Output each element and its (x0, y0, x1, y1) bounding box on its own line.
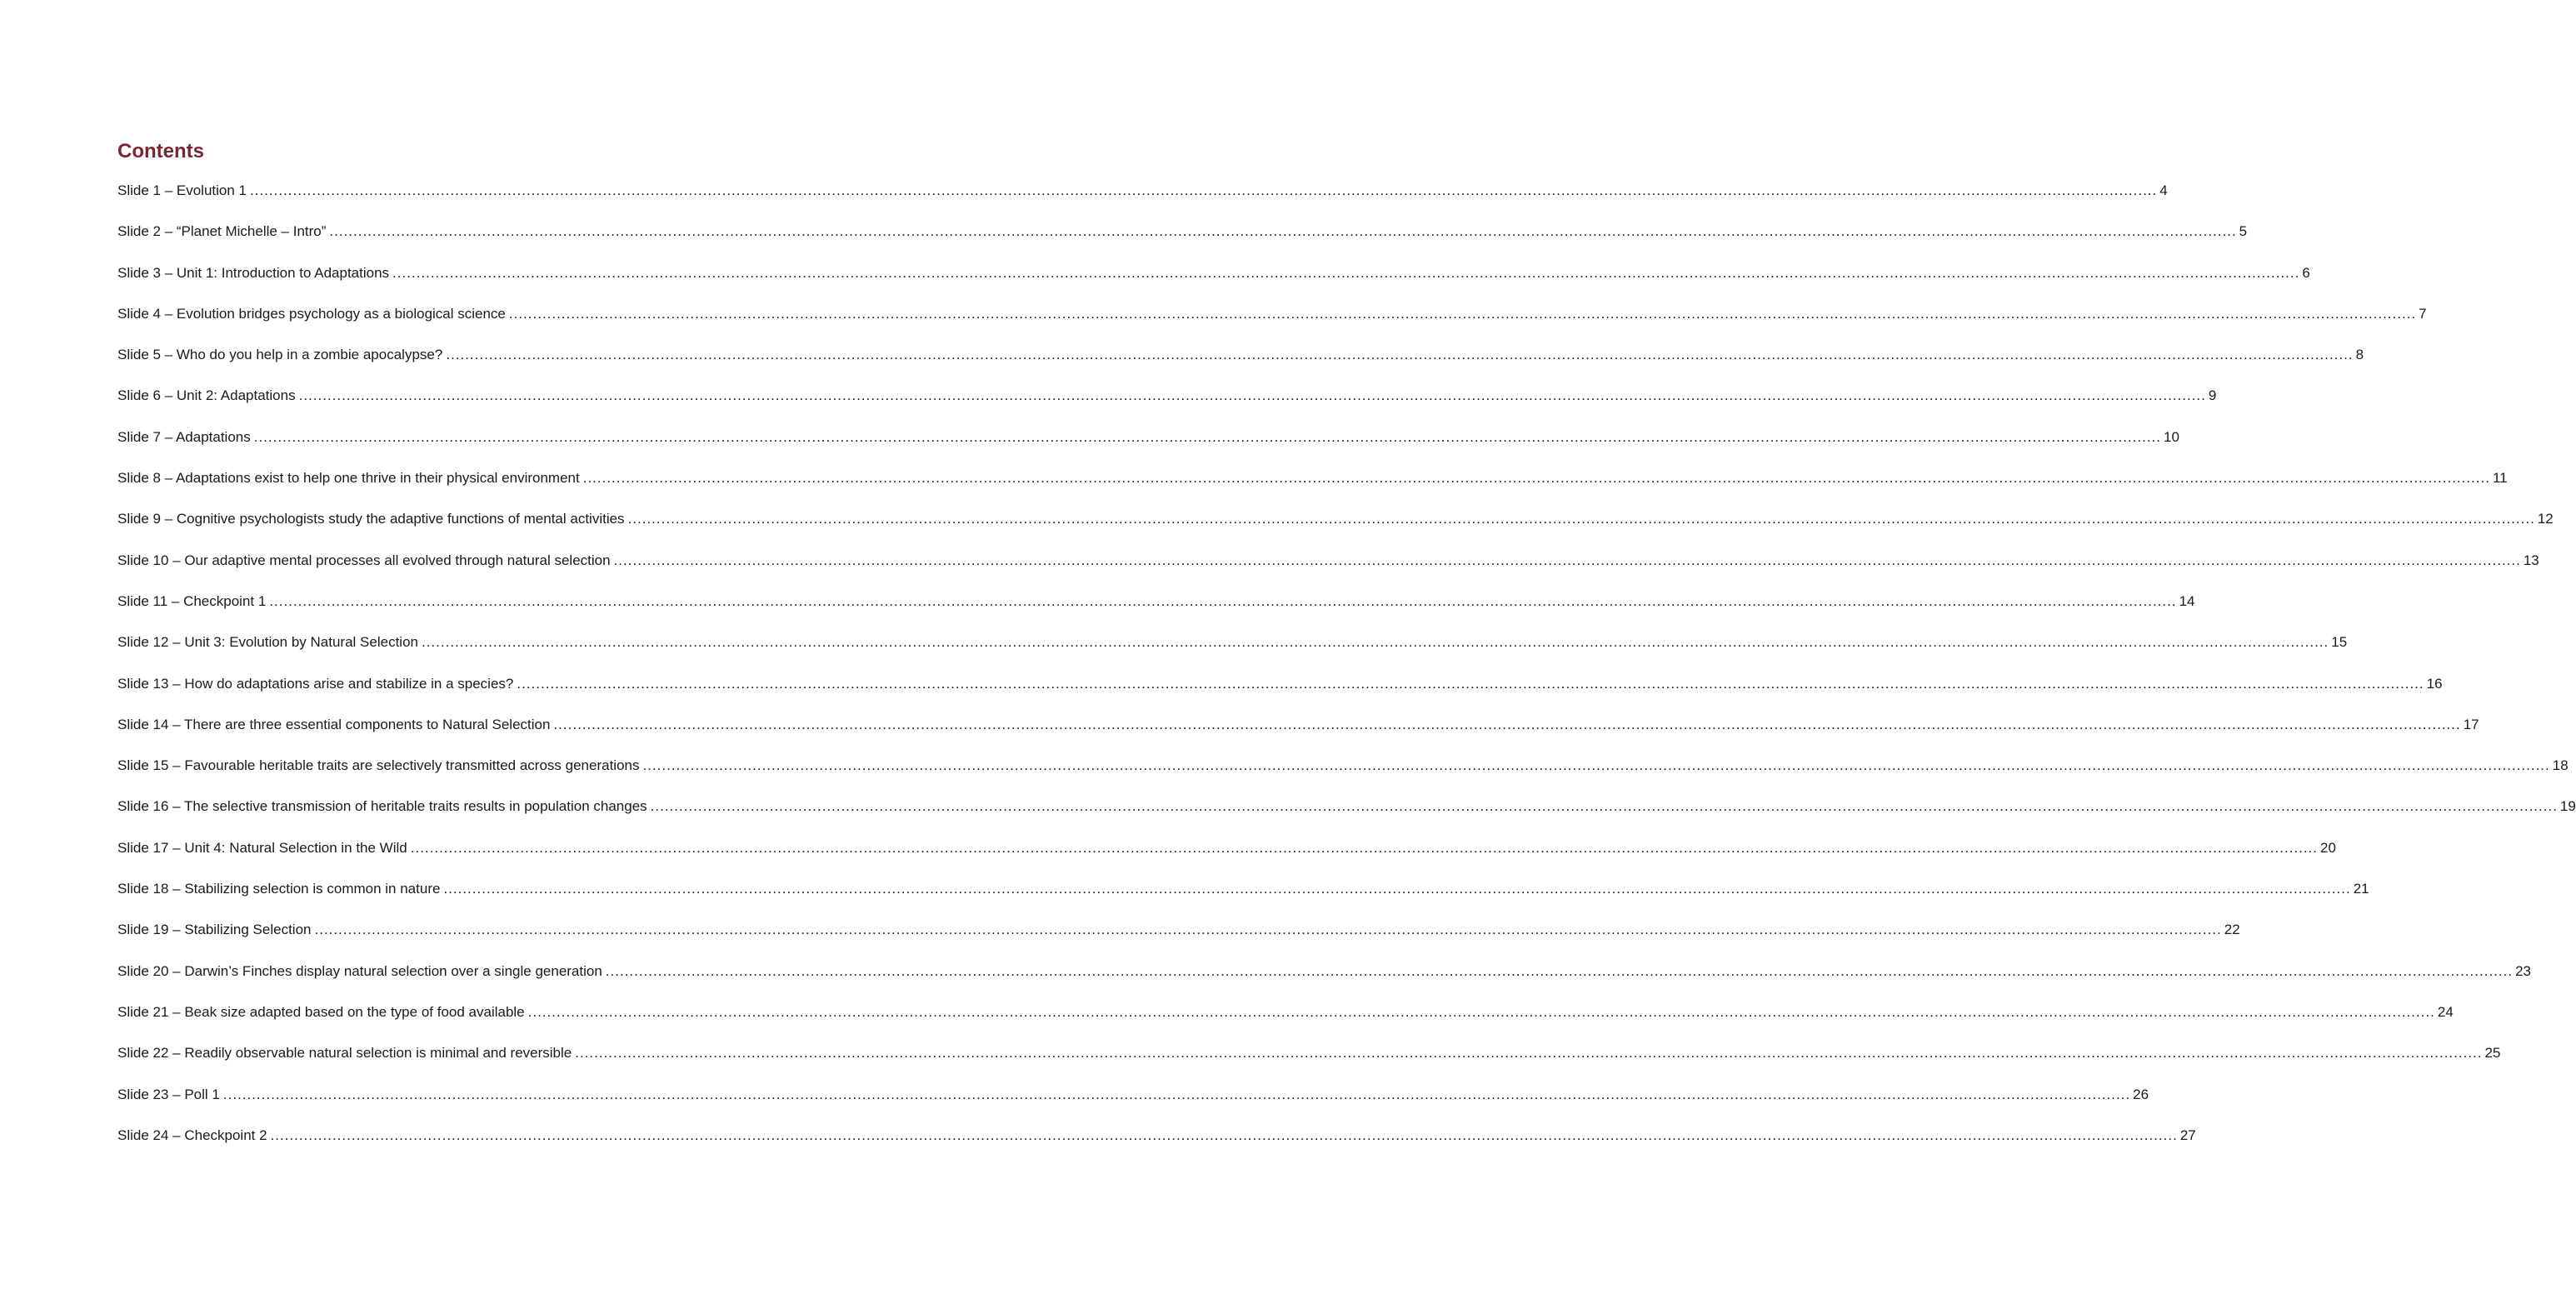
toc-entry-page-number: 4 (2159, 182, 2168, 198)
toc-entry-label: Slide 1 – Evolution 1 (117, 182, 247, 198)
toc-dot-leader (643, 755, 2550, 777)
toc-dot-leader (628, 508, 2535, 530)
toc-entry-label: Slide 19 – Stabilizing Selection (117, 922, 312, 938)
toc-entry[interactable] (117, 385, 2217, 426)
toc-entry[interactable] (117, 467, 2508, 508)
toc-entry-label: Slide 6 – Unit 2: Adaptations (117, 387, 296, 404)
toc-dot-leader (254, 427, 2161, 448)
toc-entry-label: Slide 10 – Our adaptive mental processes all evolved through natural selection (117, 552, 611, 568)
toc-entry-page-number: 7 (2419, 305, 2427, 322)
toc-dot-leader (651, 796, 2558, 817)
toc-dot-leader (509, 303, 2416, 325)
toc-list (117, 180, 2576, 1166)
toc-entry-page-number: 16 (2426, 675, 2443, 692)
toc-entry[interactable] (117, 1125, 2196, 1166)
toc-entry-label: Slide 15 – Favourable heritable traits are selectively transmitted across generations (117, 757, 640, 774)
toc-entry-page-number: 26 (2133, 1086, 2149, 1102)
toc-entry[interactable] (117, 837, 2336, 878)
toc-entry-label: Slide 11 – Checkpoint 1 (117, 592, 267, 609)
toc-entry-page-number: 15 (2331, 634, 2348, 651)
toc-dot-leader (299, 385, 2206, 407)
toc-entry-label: Slide 13 – How do adaptations arise and stabilize in a species? (117, 675, 514, 692)
toc-dot-leader (517, 673, 2424, 695)
toc-entry-page-number: 22 (2224, 922, 2240, 938)
toc-dot-leader (329, 221, 2236, 242)
toc-dot-leader (614, 550, 2521, 572)
toc-entry-label: Slide 24 – Checkpoint 2 (117, 1127, 267, 1143)
toc-dot-leader (446, 344, 2353, 366)
toc-entry-label: Slide 12 – Unit 3: Evolution by Natural Selection (117, 634, 418, 651)
toc-entry-page-number: 14 (2179, 592, 2195, 609)
toc-entry-page-number: 21 (2353, 881, 2369, 897)
toc-entry[interactable] (117, 673, 2443, 714)
toc-entry[interactable] (117, 1084, 2149, 1125)
toc-entry[interactable] (117, 180, 2168, 221)
toc-entry[interactable] (117, 344, 2364, 385)
toc-entry-page-number: 24 (2437, 1003, 2454, 1020)
toc-dot-leader (553, 714, 2460, 736)
toc-entry-label: Slide 8 – Adaptations exist to help one thrive in their physical environment (117, 470, 580, 487)
toc-entry-page-number: 19 (2559, 798, 2576, 815)
toc-dot-leader (583, 467, 2490, 489)
toc-entry-label: Slide 20 – Darwin’s Finches display natural selection over a single generation (117, 962, 602, 979)
toc-entry-page-number: 25 (2484, 1045, 2501, 1062)
toc-entry-page-number: 5 (2239, 223, 2248, 240)
toc-entry[interactable] (117, 714, 2479, 755)
toc-dot-leader (223, 1084, 2130, 1106)
toc-entry[interactable] (117, 1002, 2454, 1042)
toc-entry-page-number: 11 (2492, 470, 2508, 487)
toc-entry-label: Slide 14 – There are three essential components to Natural Selection (117, 716, 551, 732)
toc-dot-leader (411, 837, 2318, 859)
toc-entry-label: Slide 4 – Evolution bridges psychology as a biological science (117, 305, 506, 322)
toc-entry[interactable] (117, 919, 2240, 960)
toc-dot-leader (443, 878, 2350, 900)
toc-entry[interactable] (117, 1042, 2501, 1083)
contents-heading: Contents (117, 140, 204, 162)
toc-entry-page-number: 17 (2463, 716, 2479, 732)
toc-entry[interactable] (117, 755, 2569, 796)
toc-entry[interactable] (117, 550, 2539, 591)
toc-entry-label: Slide 21 – Beak size adapted based on the type of food available (117, 1003, 525, 1020)
toc-entry-label: Slide 5 – Who do you help in a zombie apocalypse? (117, 347, 443, 363)
toc-entry-page-number: 6 (2302, 264, 2310, 281)
toc-entry[interactable] (117, 632, 2348, 672)
toc-entry-page-number: 23 (2515, 962, 2531, 979)
toc-entry[interactable] (117, 961, 2531, 1002)
toc-dot-leader (314, 919, 2221, 941)
toc-entry-page-number: 13 (2523, 552, 2539, 568)
toc-entry-label: Slide 3 – Unit 1: Introduction to Adaptations (117, 264, 390, 281)
toc-entry[interactable] (117, 427, 2179, 467)
toc-dot-leader (392, 262, 2299, 284)
toc-entry-label: Slide 23 – Poll 1 (117, 1086, 220, 1102)
toc-dot-leader (575, 1042, 2482, 1064)
toc-entry-page-number: 8 (2355, 347, 2364, 363)
toc-entry[interactable] (117, 878, 2369, 919)
toc-entry-label: Slide 2 – “Planet Michelle – Intro” (117, 223, 327, 240)
toc-entry-label: Slide 22 – Readily observable natural selection is minimal and reversible (117, 1045, 572, 1062)
toc-dot-leader (422, 632, 2329, 653)
toc-entry-page-number: 10 (2164, 428, 2179, 445)
toc-entry[interactable] (117, 221, 2248, 262)
toc-entry-page-number: 9 (2208, 387, 2217, 404)
toc-entry[interactable] (117, 262, 2310, 303)
toc-entry-page-number: 12 (2537, 511, 2554, 527)
toc-entry-page-number: 27 (2179, 1127, 2196, 1143)
toc-dot-leader (269, 591, 2176, 612)
toc-entry[interactable] (117, 796, 2576, 837)
toc-entry[interactable] (117, 591, 2195, 632)
toc-entry-label: Slide 7 – Adaptations (117, 428, 251, 445)
toc-dot-leader (271, 1125, 2178, 1147)
toc-dot-leader (250, 180, 2157, 202)
toc-entry-label: Slide 18 – Stabilizing selection is common in nature (117, 881, 441, 897)
toc-entry[interactable] (117, 508, 2554, 549)
toc-dot-leader (606, 961, 2513, 982)
toc-dot-leader (528, 1002, 2435, 1023)
toc-entry-label: Slide 16 – The selective transmission of heritable traits results in population changes (117, 798, 647, 815)
toc-entry-page-number: 18 (2552, 757, 2569, 774)
toc-entry-label: Slide 9 – Cognitive psychologists study the adaptive functions of mental activities (117, 511, 625, 527)
toc-entry[interactable] (117, 303, 2427, 344)
toc-entry-label: Slide 17 – Unit 4: Natural Selection in the Wild (117, 839, 407, 856)
toc-entry-page-number: 20 (2320, 839, 2336, 856)
